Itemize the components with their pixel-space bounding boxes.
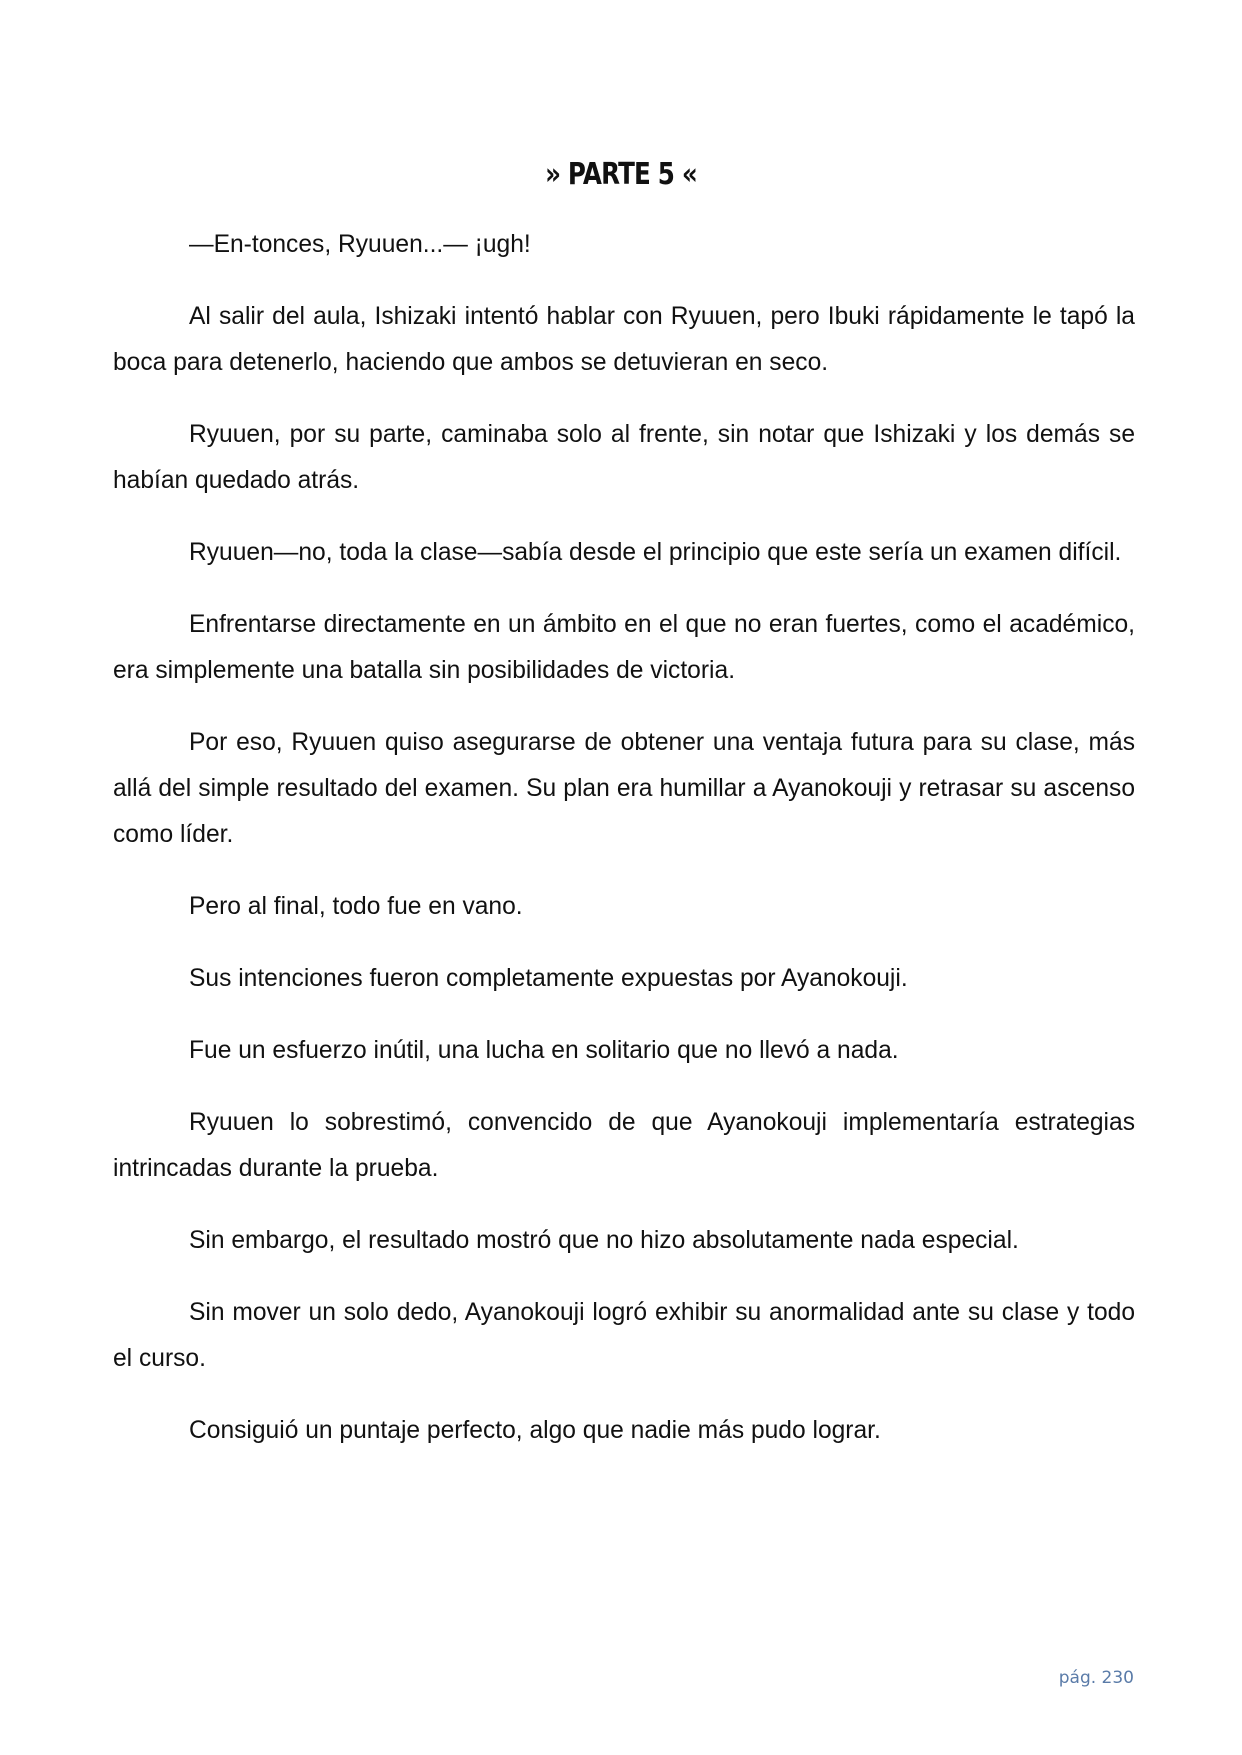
paragraph: Sin mover un solo dedo, Ayanokouji logró exhibir su anormalidad ante su clase y todo el curso. (113, 1299, 1135, 1372)
paragraph: Fue un esfuerzo inútil, una lucha en solitario que no llevó a nada. (189, 1037, 899, 1064)
paragraph: Sus intenciones fueron completamente expuestas por Ayanokouji. (189, 965, 908, 992)
paragraph: Enfrentarse directamente en un ámbito en el que no eran fuertes, como el académico, era simplemente una batalla sin posibilidades de victoria. (113, 611, 1135, 684)
paragraph: Ryuuen—no, toda la clase—sabía desde el principio que este sería un examen difícil. (189, 539, 1122, 566)
paragraph: Consiguió un puntaje perfecto, algo que nadie más pudo lograr. (189, 1417, 881, 1444)
paragraph: —En-tonces, Ryuuen...— ¡ugh! (189, 231, 531, 258)
paragraph: Al salir del aula, Ishizaki intentó hablar con Ryuuen, pero Ibuki rápidamente le tapó la boca para detenerlo, haciendo que ambos se detuvieran en seco. (113, 303, 1135, 376)
paragraph: Por eso, Ryuuen quiso asegurarse de obtener una ventaja futura para su clase, más allá del simple resultado del examen. Su plan era humillar a Ayanokouji y retrasar su ascenso como líder. (113, 729, 1135, 848)
section-title: » PARTE 5 « (545, 157, 697, 192)
paragraph: Ryuuen lo sobrestimó, convencido de que Ayanokouji implementaría estrategias intrincadas durante la prueba. (113, 1109, 1135, 1182)
paragraph: Ryuuen, por su parte, caminaba solo al frente, sin notar que Ishizaki y los demás se habían quedado atrás. (113, 421, 1135, 494)
paragraph: Sin embargo, el resultado mostró que no hizo absolutamente nada especial. (189, 1227, 1019, 1254)
page-number: pág. 230 (1058, 1668, 1134, 1688)
body-text (113, 222, 1135, 1480)
paragraph: Pero al final, todo fue en vano. (189, 893, 523, 920)
